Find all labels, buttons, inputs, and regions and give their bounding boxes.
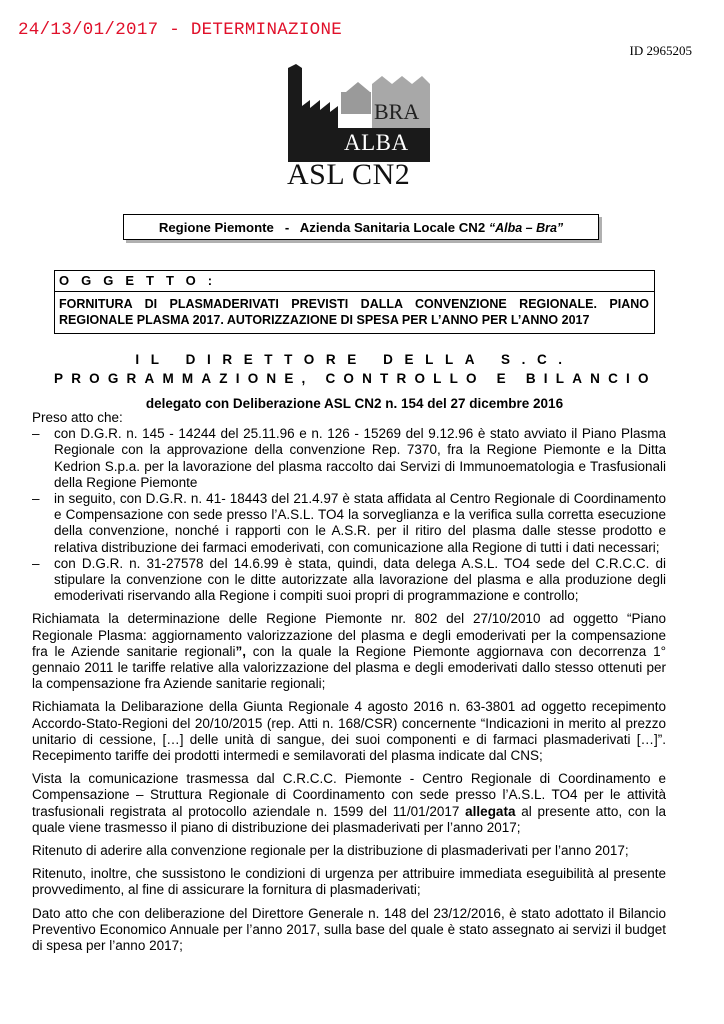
region-text: Regione Piemonte - Azienda Sanitaria Locale CN2 — [158, 220, 486, 235]
paragraph-ritenuto-2: Ritenuto, inoltre, che sussistono le condizioni di urgenza per attribuire immediata eseguibilità al presente provvedimento, al fine di assicurare la fornitura di plasmaderivati; — [32, 866, 666, 898]
logo-bra-text: BRA — [374, 99, 420, 124]
list-item: – con D.G.R. n. 145 - 14244 del 25.11.96 e n. 126 - 15269 del 9.12.96 è stato avviato il Piano Plasma Regionale con la approvazione della convenzione Rep. 7370, fra la Regione Piemonte e la Ditta Kedrion S.p.a. per la lavorazione del plasma raccolto dai Servizi di Immunoematologia e Trasfusionali della Regione Piemonte — [32, 426, 666, 490]
asl-cn2-logo — [286, 62, 440, 192]
delegation-line: delegato con Deliberazione ASL CN2 n. 154 del 27 dicembre 2016 — [145, 396, 564, 411]
intro-text: Preso atto che: — [32, 410, 123, 425]
logo-asl-text: ASL CN2 — [287, 158, 411, 191]
paragraph-dato-atto: Dato atto che con deliberazione del Direttore Generale n. 148 del 23/12/2016, è stato adottato il Bilancio Preventivo Economico Annuale per l’anno 2017, sulla base del quale è stato assegnato ai servizi il budget di spesa per l’anno 2017; — [32, 905, 666, 954]
list-item: – in seguito, con D.G.R. n. 41- 18443 del 21.4.97 è stata affidata al Centro Regionale di Coordinamento e Compensazione con sede presso l’A.S.L. TO4 la sorveglianza e la verifica sulla corretta esecuzione della convenzione, nonché i rapporti con le A.S.R. per il ritiro del plasma dalle stesse prodotto e relativa distribuzione dei farmaci emoderivati, con comunicazione alla Regione di tutti i dati necessari; — [32, 491, 666, 555]
list-item: – con D.G.R. n. 31-27578 del 14.6.99 è stata, quindi, data delega A.S.L. TO4 sede del C.R.C.C. di stipulare la convenzione con le ditte autorizzate alla lavorazione del plasma e alla produzione degli emoderivati riservando alla Regione i compiti suoi propri di programmazione e controllo; — [32, 555, 666, 604]
document-id: ID 2965205 — [629, 43, 692, 58]
region-header-box — [123, 214, 599, 240]
director-title-line1: IL DIRETTORE DELLA S.C. — [135, 352, 574, 367]
subject-box — [54, 270, 655, 334]
subject-text: FORNITURA DI PLASMADERIVATI PREVISTI DALLA CONVENZIONE REGIONALE. PIANO REGIONALE PLASMA 2017. AUTORIZZAZIONE DI SPESA PER L’ANNO PER L’ANNO 2017 — [59, 297, 649, 327]
logo-alba-text: ALBA — [344, 130, 409, 155]
subject-heading: OGGETTO: — [55, 271, 654, 292]
director-title-line2: PROGRAMMAZIONE, CONTROLLO E BILANCIO — [54, 371, 657, 386]
paragraph-ritenuto-1: Ritenuto di aderire alla convenzione regionale per la distribuzione di plasmaderivati per l’anno 2017; — [32, 843, 629, 859]
document-stamp: 24/13/01/2017 - DETERMINAZIONE — [18, 20, 343, 40]
region-italic-text: “Alba – Bra” — [488, 221, 564, 235]
paragraph-richiamata-2: Richiamata la Delibarazione della Giunta Regionale 4 agosto 2016 n. 63-3801 ad oggetto recepimento Accordo-Stato-Regioni del 20/10/2015 (rep. Atti n. 168/CSR) concernente “Indicazioni in merito al prezzo unitario di cessione, […] delle unità di sangue, dei suoi componenti e di farmaci plasmaderivati […]”. Recepimento tariffe dei prodotti intermedi e semilavorati del plasma indicate dal CNS; — [32, 699, 666, 764]
premise-list — [32, 426, 666, 604]
paragraph-vista: Vista la comunicazione trasmessa dal C.R.C.C. Piemonte - Centro Regionale di Coordinamento e Compensazione – Struttura Regionale di Coordinamento con sede presso l’A.S.L. TO4 per le attività trasfusionali registrata al protocollo aziendale n. 1599 del 11/01/2017 allegata al presente atto, con la quale viene trasmesso il piano di distribuzione dei plasmaderivati per l’anno 2017; — [32, 771, 667, 835]
document-body — [32, 410, 666, 961]
paragraph-richiamata-1: Richiamata la determinazione delle Regione Piemonte nr. 802 del 27/10/2010 ad oggetto “Piano Regionale Plasma: aggiornamento valorizzazione del plasma e degli emoderivati per la compensazione fra le Aziende sanitarie regionali”, con la quale la Regione Piemonte aggiornava con decorrenza 1° gennaio 2011 le tariffe relative alla valorizzazione del plasma e degli emoderivati dallo stesso ottenuti per la compensazione fra Aziende sanitarie regionali; — [32, 611, 666, 692]
